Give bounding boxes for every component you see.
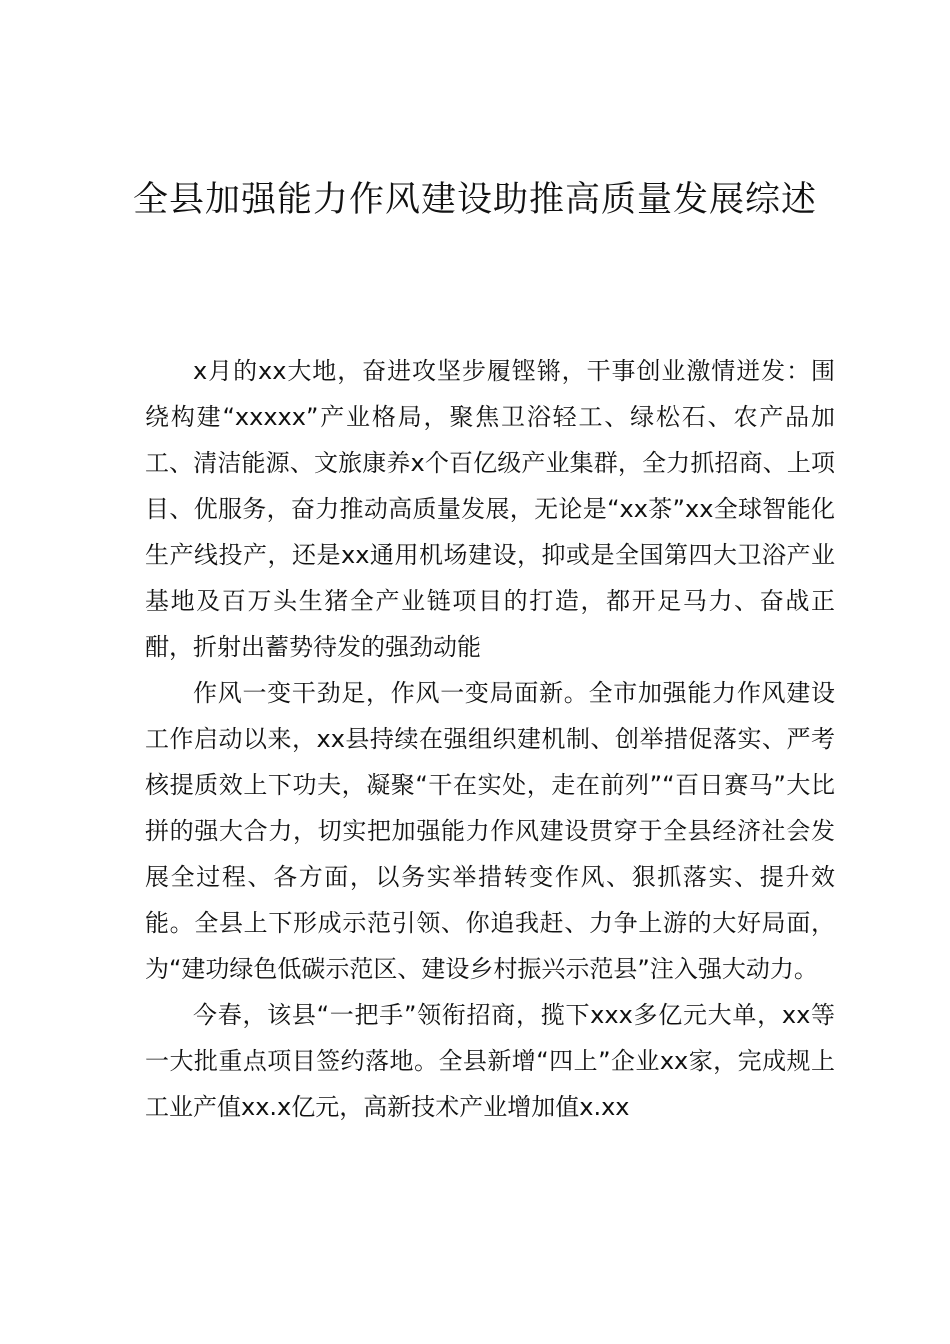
- paragraph-1: x月的xx大地，奋进攻坚步履铿锵，干事创业激情迸发：围绕构建“xxxxx”产业格局，聚焦卫浴轻工、绿松石、农产品加工、清洁能源、文旅康养x个百亿级产业集群，全力抓招商、上项目、优服务，奋力推动高质量发展，无论是“xx茶”xx全球智能化生产线投产，还是xx通用机场建设，抑或是全国第四大卫浴产业基地及百万头生猪全产业链项目的打造，都开足马力、奋战正酣，折射出蓄势待发的强劲动能: [145, 357, 835, 661]
- paragraph-3: 今春，该县“一把手”领衔招商，揽下xxx多亿元大单，xx等一大批重点项目签约落地。全县新增“四上”企业xx家，完成规上工业产值xx.x亿元，高新技术产业增加值x.xx: [145, 1001, 835, 1121]
- document-body: [145, 348, 835, 1130]
- paragraph-2: 作风一变干劲足，作风一变局面新。全市加强能力作风建设工作启动以来，xx县持续在强组织建机制、创举措促落实、严考核提质效上下功夫，凝聚“干在实处，走在前列”“百日赛马”大比拼的强大合力，切实把加强能力作风建设贯穿于全县经济社会发展全过程、各方面，以务实举措转变作风、狠抓落实、提升效能。全县上下形成示范引领、你追我赶、力争上游的大好局面，为“建功绿色低碳示范区、建设乡村振兴示范县”注入强大动力。: [145, 679, 835, 983]
- document-title: 全县加强能力作风建设助推高质量发展综述: [132, 180, 817, 220]
